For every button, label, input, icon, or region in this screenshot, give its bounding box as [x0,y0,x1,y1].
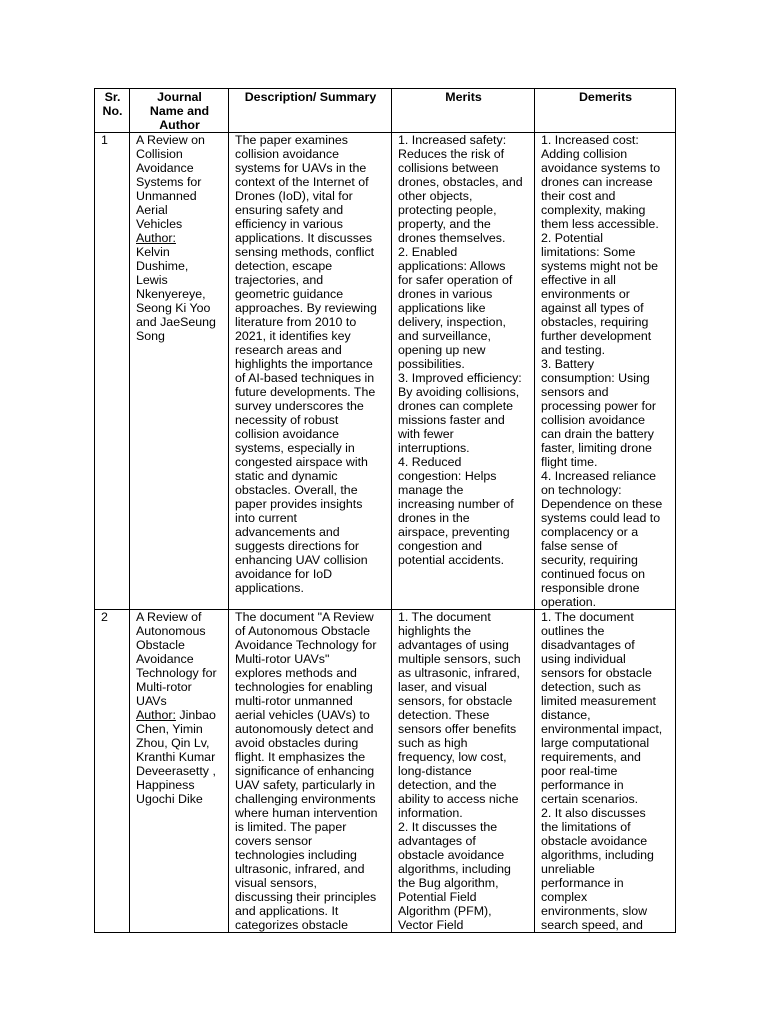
text-line: highlights the [398,624,472,638]
text-line: future developments. The [235,385,376,399]
text-line: UAVs [136,694,167,708]
text-line: systems might not be [541,259,659,273]
text-line: challenging environments [235,792,376,806]
text-line: collision avoidance [541,413,646,427]
text-line: Nkenyereye, [136,287,206,301]
text-line: algorithms, including [398,862,511,876]
text-line: ability to access niche [398,792,519,806]
text-line: complacency or a [541,525,639,539]
text-line: Multi-rotor [136,680,192,694]
text-line: survey underscores the [235,399,364,413]
text-line: protecting people, [398,203,497,217]
journal-title [136,133,223,231]
demerits-cell [535,610,676,933]
text-line: The document "A Review [235,610,374,624]
text-line: performance in [541,778,624,792]
text-line: aerial vehicles (UAVs) to [235,708,370,722]
text-line: flight. It emphasizes the [235,750,366,764]
text-line: technologies for enabling [235,680,373,694]
text-line: Avoidance Technology for [235,638,377,652]
text-line: drones can increase [541,175,653,189]
text-line: literature from 2010 to [235,315,357,329]
text-line: limitations: Some [541,245,636,259]
text-line: Avoidance [136,652,194,666]
header-demerits [535,89,676,133]
text-line: advancements and [235,525,340,539]
text-line: Happiness [136,778,195,792]
text-line: effective in all [541,273,616,287]
text-line: static and dynamic [235,469,338,483]
text-line: Author [159,118,200,132]
text-line: with fewer [398,427,454,441]
text-line: frequency, low cost, [398,750,507,764]
text-line: environments, slow [541,904,648,918]
text-line: autonomously detect and [235,722,374,736]
merits-cell [392,610,535,933]
text-line: significance of enhancing [235,764,375,778]
text-line: Song [136,329,165,343]
merits-cell [392,133,535,610]
text-line: detection, such as [541,680,641,694]
text-line: continued focus on [541,567,646,581]
text-line: delivery, inspection, [398,315,506,329]
text-line: discussing their principles [235,890,377,904]
text-line: certain scenarios. [541,792,639,806]
text-line: consumption: Using [541,371,650,385]
text-line: approaches. By reviewing [235,301,377,315]
text-line: No. [102,104,123,118]
sr-number: 2 [101,610,108,624]
text-line: Deveerasetty , [136,764,216,778]
text-line: Ugochi Dike [136,792,203,806]
text-line: Vector Field [398,918,464,932]
text-line: possibilities. [398,357,465,371]
text-line: Sr. [104,90,121,104]
text-line: The paper examines [235,133,348,147]
text-line: highlights the importance [235,357,373,371]
text-line: long-distance [398,764,472,778]
text-line: drones in various [398,287,493,301]
text-line: advantages of using [398,638,509,652]
text-line: flight time. [541,455,598,469]
text-line: missions faster and [398,413,505,427]
text-line: Adding collision [541,147,628,161]
sr-number-cell [95,610,130,933]
text-line: detection. These [398,708,490,722]
text-line: UAV safety, particularly in [235,778,376,792]
text-line: and applications. It [235,904,339,918]
text-line: Seong Ki Yoo [136,301,211,315]
text-line: processing power for [541,399,657,413]
text-line: interruptions. [398,441,470,455]
text-line: the limitations of [541,820,631,834]
text-line: laser, and visual [398,680,487,694]
text-line: Dependence on these [541,497,663,511]
text-line: sensors, for obstacle [398,694,513,708]
text-line: operation. [541,595,597,609]
text-line: into current [235,511,297,525]
text-line: of Autonomous Obstacle [235,624,371,638]
text-line: Dushime, [136,259,189,273]
literature-review-table [94,88,676,933]
text-line: research areas and [235,343,342,357]
text-line: of AI-based techniques in [235,371,375,385]
sr-number-cell [95,133,130,610]
header-description [229,89,392,133]
text-line: complex [541,890,588,904]
text-line: By avoiding collisions, [398,385,520,399]
text-line: outlines the [541,624,605,638]
text-line: necessity of robust [235,413,339,427]
text-line: Multi-rotor UAVs" [235,652,330,666]
text-line: 1. The document [398,610,491,624]
header-row [95,89,676,133]
text-line: increasing number of [398,497,514,511]
text-line: context of the Internet of [235,175,369,189]
text-line: explores methods and [235,666,357,680]
text-line: where human intervention [235,806,378,820]
text-line: multi-rotor unmanned [235,694,353,708]
header-journal [130,89,229,133]
text-line: complexity, making [541,203,646,217]
text-line: 2. Potential [541,231,603,245]
text-line: 3. Improved efficiency: [398,371,522,385]
text-line: visual sensors, [235,876,317,890]
text-line: is limited. The paper [235,820,347,834]
journal-cell [130,133,229,610]
text-line: efficiency in various [235,217,343,231]
text-line: Description/ Summary [244,90,377,104]
text-line: faster, limiting drone [541,441,652,455]
text-line: ensuring safety and [235,203,344,217]
text-line: Kranthi Kumar [136,750,216,764]
text-line: further development [541,329,652,343]
text-line: multiple sensors, such [398,652,521,666]
text-line: as ultrasonic, infrared, [398,666,520,680]
journal-title [136,610,223,708]
description-cell [229,610,392,933]
text-line: enhancing UAV collision [235,553,368,567]
text-line: potential accidents. [398,553,505,567]
text-line: airspace, preventing [398,525,510,539]
text-line: performance in [541,876,624,890]
text-line: Name and [149,104,210,118]
text-line: avoidance for IoD [235,567,333,581]
text-line: against all types of [541,301,644,315]
text-line: Chen, Yimin [136,722,203,736]
text-line: 4. Increased reliance [541,469,657,483]
text-line: their cost and [541,189,616,203]
text-line: collision avoidance [235,147,340,161]
text-line: Demerits [578,90,633,104]
text-line: distance, [541,708,591,722]
text-line: Algorithm (PFM), [398,904,492,918]
text-line: A Review on [136,133,205,147]
text-line: applications like [398,301,486,315]
description-cell [229,133,392,610]
text-line: ultrasonic, infrared, and [235,862,365,876]
author-first-line [136,708,223,722]
text-line: Autonomous [136,624,206,638]
text-line: Drones (IoD), vital for [235,189,353,203]
text-line: limited measurement [541,694,657,708]
text-line: Merits [445,90,482,104]
text-line: Obstacle [136,638,185,652]
text-line: requirements, and [541,750,641,764]
text-line: poor real-time [541,764,618,778]
text-line: systems for UAVs in the [235,161,367,175]
text-line: on technology: [541,483,622,497]
text-line: and testing. [541,343,606,357]
header-sr-no [95,89,130,133]
text-line: Kelvin [136,245,170,259]
text-line: algorithms, including [541,848,654,862]
text-line: Zhou, Qin Lv, [136,736,210,750]
text-line: 3. Battery [541,357,595,371]
text-line: property, and the [398,217,491,231]
text-line: Unmanned [136,189,197,203]
text-line: and JaeSeung [136,315,216,329]
text-line: drones in the [398,511,470,525]
text-line: 2. It discusses the [398,820,498,834]
text-line: systems could lead to [541,511,661,525]
table-row [95,133,676,610]
text-line: obstacles, requiring [541,315,649,329]
text-line: Collision [136,147,183,161]
text-line: covers sensor [235,834,313,848]
text-line: systems, especially in [235,441,355,455]
text-line: responsible drone [541,581,640,595]
text-line: other objects, [398,189,473,203]
text-line: 1. Increased safety: [398,133,507,147]
text-line: 2021, it identifies key [235,329,351,343]
text-line: A Review of [136,610,202,624]
text-line: technologies including [235,848,357,862]
text-line: applications: Allows [398,259,506,273]
table-row [95,610,676,933]
author-names [136,245,223,343]
text-line: avoid obstacles during [235,736,359,750]
text-line: disadvantages of [541,638,635,652]
text-line: obstacle avoidance [541,834,648,848]
text-line: Journal [157,90,202,104]
text-line: and surveillance, [398,329,491,343]
text-line: such as high [398,736,468,750]
text-line: avoidance systems to [541,161,661,175]
text-line: geometric guidance [235,287,344,301]
text-line: congestion: Helps [398,469,497,483]
text-line: 2. Enabled [398,245,458,259]
text-line: Systems for [136,175,202,189]
text-line: sensors and [541,385,609,399]
text-line: search speed, and [541,918,643,932]
text-line: for safer operation of [398,273,513,287]
text-line: collisions between [398,161,499,175]
text-line: security, requiring [541,553,638,567]
text-line: trajectories, and [235,273,324,287]
text-line: sensors offer benefits [398,722,517,736]
text-line: applications. [235,581,304,595]
text-line: Potential Field [398,890,477,904]
journal-cell [130,610,229,933]
text-line: sensors for obstacle [541,666,652,680]
text-line: drones can complete [398,399,514,413]
text-line: information. [398,806,463,820]
text-line: drones, obstacles, and [398,175,523,189]
text-line: Reduces the risk of [398,147,505,161]
text-line: opening up new [398,343,486,357]
text-line: environments or [541,287,630,301]
author-label: Author: [136,708,176,722]
text-line: detection, and the [398,778,497,792]
author-first-name: Jinbao [175,708,216,722]
text-line: unreliable [541,862,595,876]
text-line: 2. It also discusses [541,806,646,820]
text-line: obstacles. Overall, the [235,483,358,497]
demerits-cell [535,133,676,610]
text-line: manage the [398,483,464,497]
text-line: detection, escape [235,259,333,273]
text-line: congested airspace with [235,455,368,469]
text-line: Vehicles [136,217,183,231]
text-line: Lewis [136,273,168,287]
text-line: suggests directions for [235,539,359,553]
text-line: false sense of [541,539,618,553]
text-line: the Bug algorithm, [398,876,499,890]
text-line: categorizes obstacle [235,918,348,932]
author-names [136,722,223,806]
text-line: 1. The document [541,610,634,624]
author-label: Author: [136,231,176,245]
text-line: large computational [541,736,650,750]
text-line: applications. It discusses [235,231,373,245]
text-line: drones themselves. [398,231,506,245]
text-line: collision avoidance [235,427,340,441]
text-line: using individual [541,652,626,666]
text-line: can drain the battery [541,427,654,441]
text-line: congestion and [398,539,483,553]
text-line: obstacle avoidance [398,848,505,862]
sr-number: 1 [101,133,108,147]
header-merits [392,89,535,133]
text-line: advantages of [398,834,476,848]
text-line: Aerial [136,203,168,217]
text-line: environmental impact, [541,722,663,736]
text-line: 1. Increased cost: [541,133,639,147]
text-line: Avoidance [136,161,194,175]
text-line: them less accessible. [541,217,659,231]
text-line: Technology for [136,666,217,680]
text-line: sensing methods, conflict [235,245,375,259]
text-line: paper provides insights [235,497,363,511]
text-line: 4. Reduced [398,455,462,469]
